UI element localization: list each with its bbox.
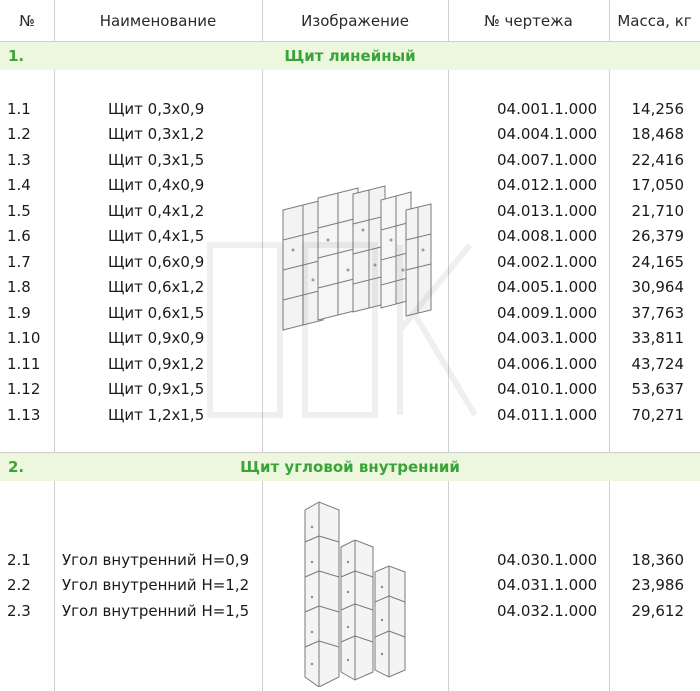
header-mass: Масса, кг: [617, 11, 692, 30]
row-name: Щит 0,6х1,2: [108, 278, 205, 296]
row-mass: 21,710: [631, 202, 684, 220]
row-name: Щит 0,4х0,9: [108, 176, 205, 194]
row-number: 1.12: [7, 380, 41, 398]
row-number: 1.3: [7, 151, 31, 169]
table-row: [0, 599, 700, 624]
row-name: Угол внутренний Н=1,5: [62, 602, 250, 620]
row-name: Щит 0,3х1,5: [108, 151, 205, 169]
table-row: [0, 97, 700, 122]
row-number: 2.2: [7, 576, 31, 594]
row-name: Щит 0,9х1,2: [108, 355, 205, 373]
row-name: Щит 1,2х1,5: [108, 406, 205, 424]
row-name: Угол внутренний Н=0,9: [62, 551, 250, 569]
table-row: [0, 275, 700, 300]
row-mass: 43,724: [631, 355, 684, 373]
row-number: 2.1: [7, 551, 31, 569]
row-number: 1.9: [7, 304, 31, 322]
row-drawing: 04.009.1.000: [497, 304, 598, 322]
table-row: [0, 148, 700, 173]
row-number: 1.5: [7, 202, 31, 220]
row-name: Щит 0,4х1,5: [108, 227, 205, 245]
row-number: 1.10: [7, 329, 41, 347]
row-drawing: 04.005.1.000: [497, 278, 598, 296]
row-name: Щит 0,6х0,9: [108, 253, 205, 271]
row-drawing: 04.003.1.000: [497, 329, 598, 347]
row-name: Щит 0,9х1,5: [108, 380, 205, 398]
row-drawing: 04.006.1.000: [497, 355, 598, 373]
row-number: 1.1: [7, 100, 31, 118]
row-drawing: 04.013.1.000: [497, 202, 598, 220]
header-num: №: [19, 11, 35, 30]
table-row: [0, 352, 700, 377]
row-number: 1.7: [7, 253, 31, 271]
row-name: Щит 0,3х1,2: [108, 125, 205, 143]
row-drawing: 04.007.1.000: [497, 151, 598, 169]
header-image: Изображение: [301, 11, 409, 30]
row-mass: 70,271: [631, 406, 684, 424]
row-drawing: 04.010.1.000: [497, 380, 598, 398]
table-row: [0, 377, 700, 402]
section-title: Щит угловой внутренний: [240, 458, 460, 476]
row-number: 1.11: [7, 355, 41, 373]
row-name: Щит 0,6х1,5: [108, 304, 205, 322]
section-title: Щит линейный: [284, 47, 416, 65]
row-mass: 24,165: [631, 253, 684, 271]
table-row: [0, 326, 700, 351]
row-mass: 14,256: [631, 100, 684, 118]
row-mass: 18,360: [631, 551, 684, 569]
section-number: 2.: [8, 458, 25, 476]
row-mass: 53,637: [631, 380, 684, 398]
table-row: [0, 573, 700, 598]
row-mass: 37,763: [631, 304, 684, 322]
row-drawing: 04.031.1.000: [497, 576, 598, 594]
table-row: [0, 173, 700, 198]
row-number: 1.4: [7, 176, 31, 194]
header-name: Наименование: [99, 11, 217, 30]
section-header: [0, 453, 700, 481]
row-number: 1.8: [7, 278, 31, 296]
table-row: [0, 199, 700, 224]
row-number: 2.3: [7, 602, 31, 620]
row-mass: 26,379: [631, 227, 684, 245]
row-number: 1.2: [7, 125, 31, 143]
row-drawing: 04.012.1.000: [497, 176, 598, 194]
section-number: 1.: [8, 47, 25, 65]
row-mass: 23,986: [631, 576, 684, 594]
row-mass: 29,612: [631, 602, 684, 620]
row-mass: 18,468: [631, 125, 684, 143]
row-drawing: 04.002.1.000: [497, 253, 598, 271]
row-drawing: 04.008.1.000: [497, 227, 598, 245]
table-row: [0, 548, 700, 573]
header-drawing: № чертежа: [484, 11, 573, 30]
row-mass: 22,416: [631, 151, 684, 169]
row-drawing: 04.011.1.000: [497, 406, 598, 424]
table-row: [0, 301, 700, 326]
row-drawing: 04.001.1.000: [497, 100, 598, 118]
row-mass: 30,964: [631, 278, 684, 296]
section-header: [0, 42, 700, 70]
table-row: [0, 122, 700, 147]
row-mass: 33,811: [631, 329, 684, 347]
row-mass: 17,050: [631, 176, 684, 194]
row-drawing: 04.004.1.000: [497, 125, 598, 143]
row-drawing: 04.032.1.000: [497, 602, 598, 620]
row-name: Щит 0,3х0,9: [108, 100, 205, 118]
row-number: 1.6: [7, 227, 31, 245]
row-drawing: 04.030.1.000: [497, 551, 598, 569]
row-number: 1.13: [7, 406, 41, 424]
table-row: [0, 403, 700, 428]
row-name: Угол внутренний Н=1,2: [62, 576, 250, 594]
row-name: Щит 0,9х0,9: [108, 329, 205, 347]
table-row: [0, 224, 700, 249]
row-name: Щит 0,4х1,2: [108, 202, 205, 220]
table-row: [0, 250, 700, 275]
